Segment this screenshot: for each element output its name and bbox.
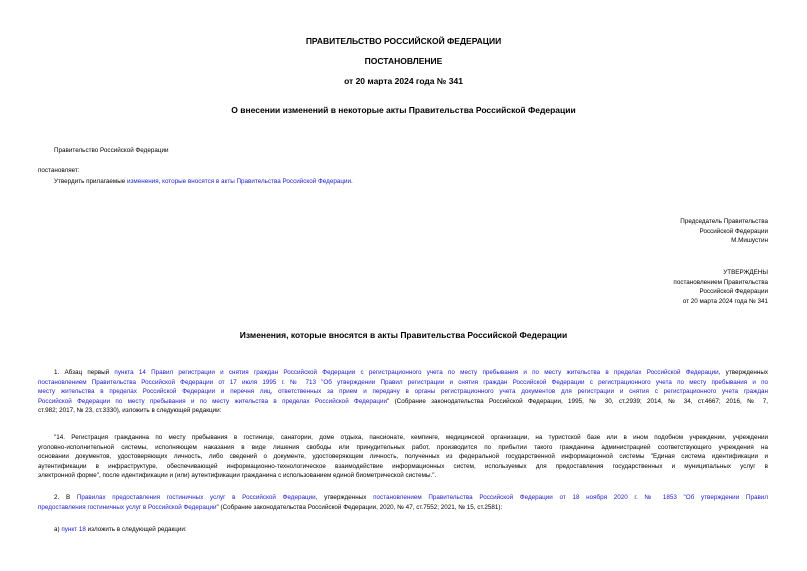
item-2-text: " (Собрание законодательства Российской Федерации, 2020, № 47, ст.7552; 2021, № 15, ст.2581): [216,503,503,511]
quote-line: "14. Регистрация гражданина по месту пребывания в гостинице, санатории, доме отдыха, пансионате, кемпинге, медицинской организации, на туристской базе или в ином подобном учреждении, учреждении [54,434,768,441]
changes-link[interactable]: изменения, которые вносятся в акты Правительства Российской Федерации [127,178,351,185]
signature-line-2: Российской Федерации [699,227,768,235]
item-1-text: ст.982; 2017, № 23, ст.3330), изложить в следующей редакции: [38,407,222,415]
decides-text: постановляет: [38,167,80,174]
document-title: О внесении изменений в некоторые акты Правительства Российской Федерации [231,105,576,115]
subitem-a [54,525,187,535]
resolution-1853-link[interactable]: постановлением Правительства Российской Федерации от 18 ноября 2020 г. № 1853 "Об утверждении Правил [373,494,768,501]
quote-line: уголовно-исполнительной системы, исполняющем наказания в виде лишения свободы или принудительных работ, производится по прибытии такого гражданина администрацией соответствующего учреждения на [38,443,768,451]
item-1-line [38,406,768,416]
quote-line: аутентификации в инфраструктуре, обеспечивающей информационно-технологическое взаимодействие информационных систем, используемых для предоставления государственных и муниципальных услуг в [38,462,768,470]
approve-end: . [350,178,353,185]
item-1-text: , утвержденных [718,369,769,376]
subitem-a-prefix: а) [54,526,62,533]
document-type: ПОСТАНОВЛЕНИЕ [364,56,443,66]
item-1-line [38,387,768,397]
document-date-number: от 20 марта 2024 года № 341 [344,76,463,86]
point-18-link[interactable]: пункт 18 [61,526,86,533]
item-2-text: 2. В [54,494,77,501]
quote-paragraph [38,433,768,481]
resolution-713-link-cont[interactable]: Российской Федерации по месту пребывания и по месту жительства в пределах Российской Федерации [38,397,388,405]
approved-line-3: Российской Федерации [699,288,768,296]
approved-block [673,268,768,306]
approved-line-2: постановлением Правительства [673,278,768,286]
approve-text: Утвердить прилагаемые [54,178,127,185]
subitem-a-text: изложить в следующей редакции: [85,526,187,533]
item-1-line [38,397,768,407]
item-1-line [38,368,768,378]
signature-block [680,217,768,246]
item-1-text: " (Собрание законодательства Российской Федерации, 1995, № 30, ст.2939; 2014, № 34, ст.4667; 2016, № 7, [387,397,768,405]
item-1-text: 1. Абзац первый [54,369,115,376]
quote-line: электронной форме", после идентификации и (или) аутентификации гражданина с использованием единой биометрической системы.". [38,472,437,480]
hotel-rules-link[interactable]: Правилах предоставления гостиничных услуг в Российской Федерации [76,494,316,501]
item-2-paragraph [38,493,768,512]
issuer-text: Правительство Российской Федерации [54,147,169,154]
rules-registration-link[interactable]: пункта 14 Правил регистрации и снятия граждан Российской Федерации с регистрационного учета по месту пребывания и по месту жительства в пределах Российской Федерации [114,369,719,376]
item-1-line [38,378,768,388]
approved-line-1: УТВЕРЖДЕНЫ [723,269,768,276]
quote-line: основании документов, удостоверяющих личность, либо сведений о документе, удостоверяющем личность, полученных из федеральной государственной информационной системы "Единая система идентификации и [38,453,768,461]
item-2-line [38,503,768,513]
resolution-1853-link-cont[interactable]: предоставления гостиничных услуг в Российской Федерации [38,503,217,511]
government-name: ПРАВИТЕЛЬСТВО РОССИЙСКОЙ ФЕДЕРАЦИИ [305,36,502,46]
resolution-713-link-cont[interactable]: месту жительства в пределах Российской Федерации и перечня лиц, ответственных за прием и передачу в органы регистрационного учета документов для регистрации и снятия с регистрационного учета граждан [38,388,768,396]
signature-line-1: Председатель Правительства [680,218,768,225]
item-2-line [38,493,768,503]
approved-line-4: от 20 марта 2024 года № 341 [682,297,768,305]
resolution-713-link[interactable]: постановлением Правительства Российской Федерации от 17 июля 1995 г. № 713 "Об утверждении Правил регистрации и снятия граждан Российской Федерации с регистрационного учета по месту пребывания и по [38,378,768,386]
signature-line-3: М.Мишустин [731,237,768,245]
changes-title: Изменения, которые вносятся в акты Правительства Российской Федерации [239,330,568,340]
item-1-paragraph [38,368,768,416]
approve-paragraph [54,177,353,187]
item-2-text: , утвержденных [315,494,374,501]
